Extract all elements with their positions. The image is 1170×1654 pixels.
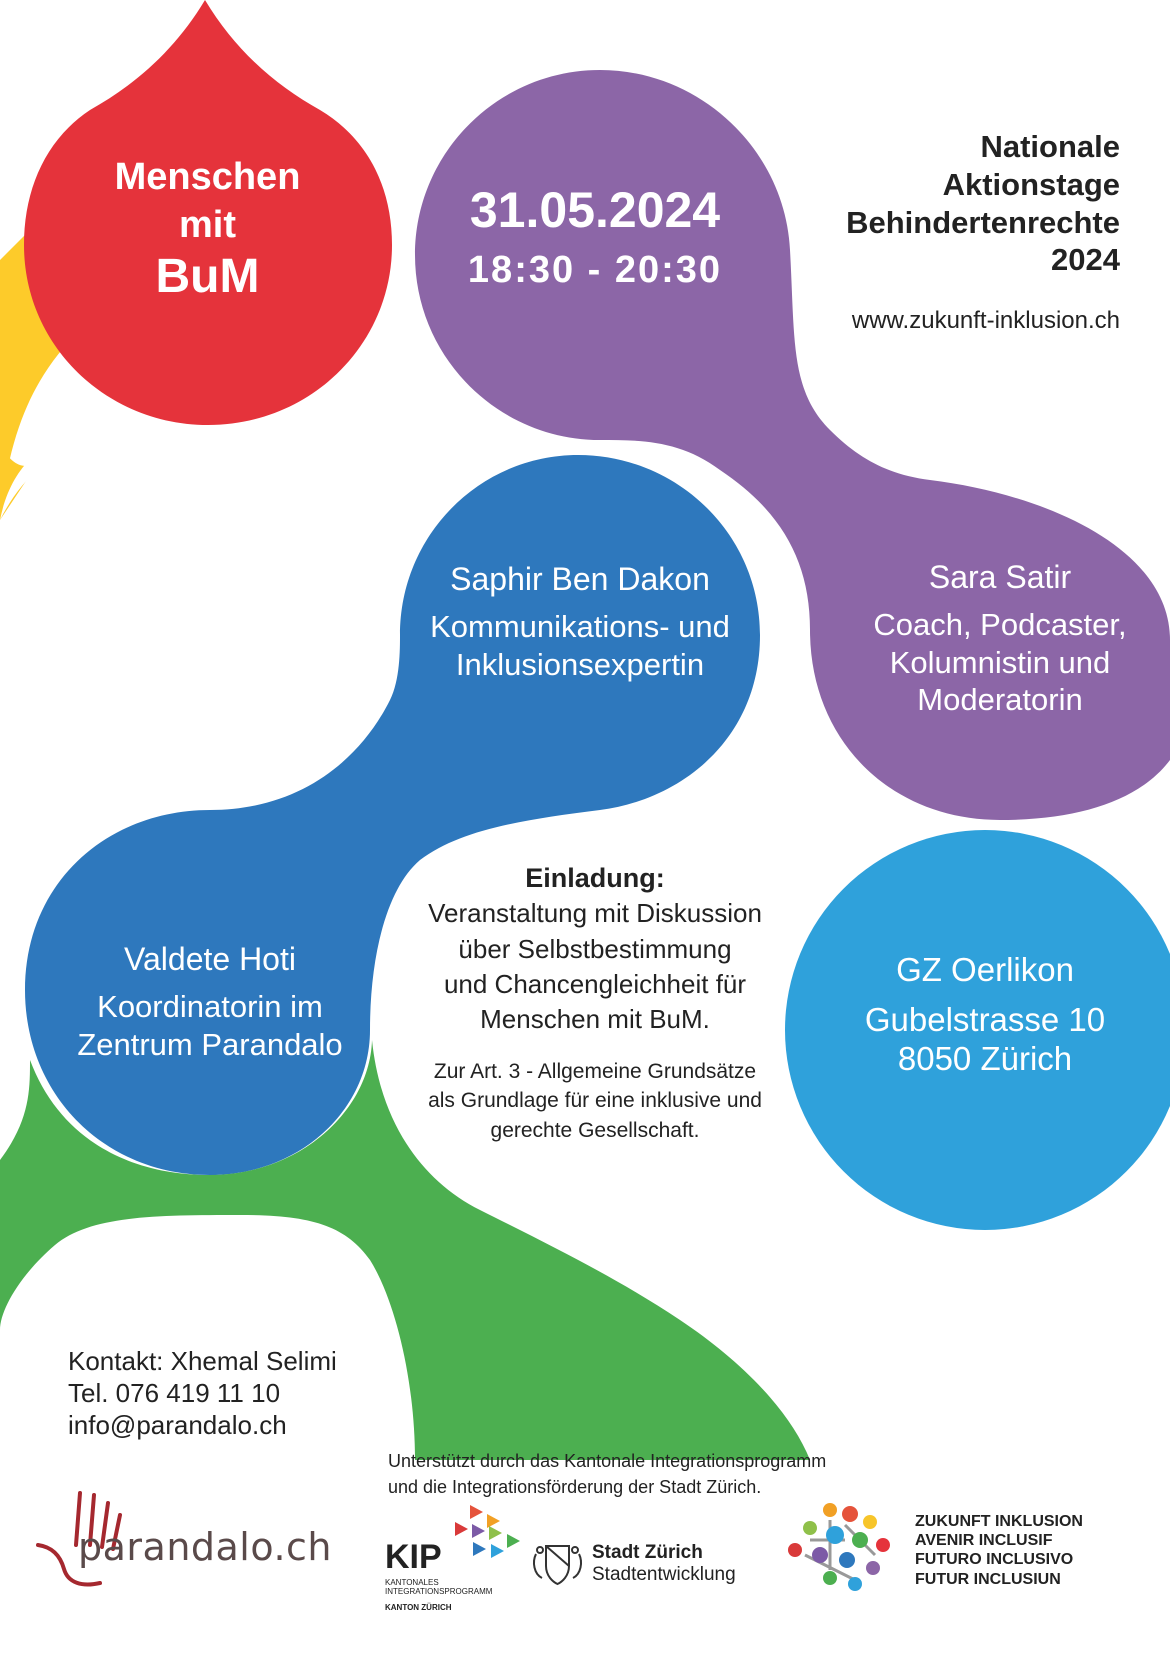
- drop-title: [100, 155, 315, 306]
- speaker-sara: [845, 558, 1155, 718]
- support-line-1: Unterstützt durch das Kantonale Integrationsprogramm: [388, 1451, 827, 1471]
- campaign-line-1: Nationale: [980, 129, 1120, 164]
- invitation-line-1: Veranstaltung mit Diskussion: [428, 898, 762, 929]
- speaker-saphir: [410, 560, 750, 683]
- support-line-2: und die Integrationsförderung der Stadt Zürich.: [388, 1477, 762, 1498]
- kip-line-2: INTEGRATIONSPROGRAMM: [385, 1587, 493, 1596]
- zukunft-line-3: FUTURO INCLUSIVO: [915, 1551, 1074, 1569]
- zukunft-inklusion-logo[interactable]: [785, 1500, 1125, 1600]
- support-text: [388, 1448, 826, 1500]
- invitation-note-3: gerechte Gesellschaft.: [490, 1118, 700, 1142]
- zurich-crest-icon: [530, 1540, 585, 1588]
- speaker-name: Valdete Hoti: [124, 941, 296, 977]
- invitation-block: [395, 862, 795, 1143]
- speaker-name: Sara Satir: [928, 559, 1072, 595]
- contact-name: Kontakt: Xhemal Selimi: [68, 1346, 337, 1376]
- campaign-title: [800, 128, 1120, 279]
- network-dots-icon: [785, 1500, 900, 1595]
- venue-street: Gubelstrasse 10: [864, 1000, 1106, 1038]
- campaign-line-3: Behindertenrechte: [846, 204, 1120, 240]
- contact-phone[interactable]: Tel. 076 419 11 10: [68, 1377, 281, 1408]
- contact-email[interactable]: info@parandalo.ch: [68, 1409, 287, 1440]
- drop-line-2: mit: [179, 203, 236, 246]
- speaker-role-line-3: Moderatorin: [917, 681, 1083, 717]
- stadt-line-2: Stadtentwicklung: [592, 1564, 736, 1585]
- speaker-role-line-2: Inklusionsexpertin: [455, 646, 705, 682]
- speaker-role-line-1: Coach, Podcaster,: [873, 607, 1127, 643]
- kip-name: KIP: [385, 1538, 442, 1576]
- speaker-role-line-1: Koordinatorin im: [97, 989, 323, 1025]
- drop-line-3: BuM: [155, 250, 260, 304]
- contact-block: [68, 1346, 337, 1442]
- invitation-line-3: und Chancengleichheit für: [443, 968, 747, 999]
- stadt-line-1: Stadt Zürich: [592, 1542, 703, 1563]
- kip-line-1: KANTONALES: [385, 1578, 439, 1587]
- invitation-note-1: Zur Art. 3 - Allgemeine Grundsätze: [433, 1060, 757, 1084]
- speaker-name: Saphir Ben Dakon: [450, 561, 710, 597]
- invitation-line-4: Menschen mit BuM.: [480, 1003, 710, 1034]
- invitation-note-2: als Grundlage für eine inklusive und: [428, 1089, 762, 1113]
- zukunft-text: [915, 1512, 1083, 1589]
- zukunft-line-1: ZUKUNFT INKLUSION: [915, 1513, 1083, 1530]
- kip-logo[interactable]: [385, 1500, 525, 1615]
- speaker-role-line-2: Zentrum Parandalo: [77, 1026, 343, 1062]
- event-date: 31.05.2024: [469, 182, 721, 238]
- campaign-line-4: 2024: [1051, 242, 1120, 278]
- speaker-valdete: [40, 940, 380, 1063]
- campaign-website[interactable]: www.zukunft-inklusion.ch: [851, 307, 1120, 334]
- venue-city: 8050 Zürich: [897, 1040, 1073, 1078]
- campaign-line-2: Aktionstage: [942, 166, 1120, 202]
- invitation-title: Einladung:: [525, 863, 665, 893]
- parandalo-text: parandalo.ch: [78, 1525, 333, 1569]
- invitation-line-2: über Selbstbestimmung: [458, 933, 732, 964]
- event-time: 18:30 - 20:30: [467, 249, 723, 291]
- zukunft-line-2: AVENIR INCLUSIF: [915, 1532, 1053, 1550]
- parandalo-logo[interactable]: [30, 1485, 333, 1595]
- drop-line-1: Menschen: [114, 156, 301, 198]
- kip-line-3: KANTON ZÜRICH: [385, 1603, 452, 1612]
- zukunft-line-4: FUTUR INCLUSIUN: [915, 1570, 1061, 1588]
- stadt-zuerich-logo[interactable]: [530, 1540, 740, 1600]
- speaker-role-line-2: Kolumnistin und: [889, 644, 1111, 680]
- venue-name: GZ Oerlikon: [896, 951, 1074, 988]
- venue-block: [815, 950, 1155, 1079]
- speaker-role-line-1: Kommunikations- und: [430, 609, 730, 645]
